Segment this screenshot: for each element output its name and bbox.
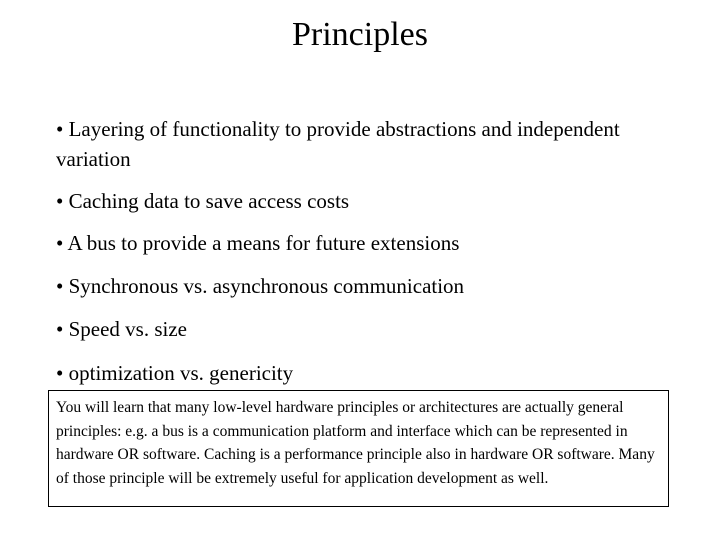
bullet-text: Synchronous vs. asynchronous communication [68, 274, 465, 298]
bullet-item-layering [56, 114, 676, 174]
bullet-item-synchronous [56, 271, 464, 301]
bullet-item-speed [56, 314, 187, 344]
bullet-text: Speed vs. size [68, 317, 188, 341]
note-box: You will learn that many low-level hardware principles or architectures are actually general principles: e.g. a bus is a communication platform and interface which can be represented in hardware OR software. Caching is a performance principle also in hardware OR software. Many of those principle will be extremely useful for application development as well. [48, 390, 669, 507]
bullet-marker: • [56, 317, 64, 341]
bullet-marker: • [56, 189, 64, 213]
bullet-text: Layering of functionality to provide abstractions and independent variation [56, 117, 620, 171]
bullet-marker: • [56, 274, 64, 298]
bullet-text: Caching data to save access costs [68, 189, 350, 213]
bullet-item-optimization [56, 358, 293, 388]
bullet-text: optimization vs. genericity [68, 361, 294, 385]
slide-title: Principles [292, 16, 428, 53]
bullet-item-caching [56, 186, 349, 216]
bullet-item-bus [56, 228, 459, 258]
bullet-marker: • [56, 361, 64, 385]
bullet-text: A bus to provide a means for future extensions [67, 231, 460, 255]
bullet-marker: • [56, 117, 64, 141]
bullet-marker: • [56, 231, 64, 255]
